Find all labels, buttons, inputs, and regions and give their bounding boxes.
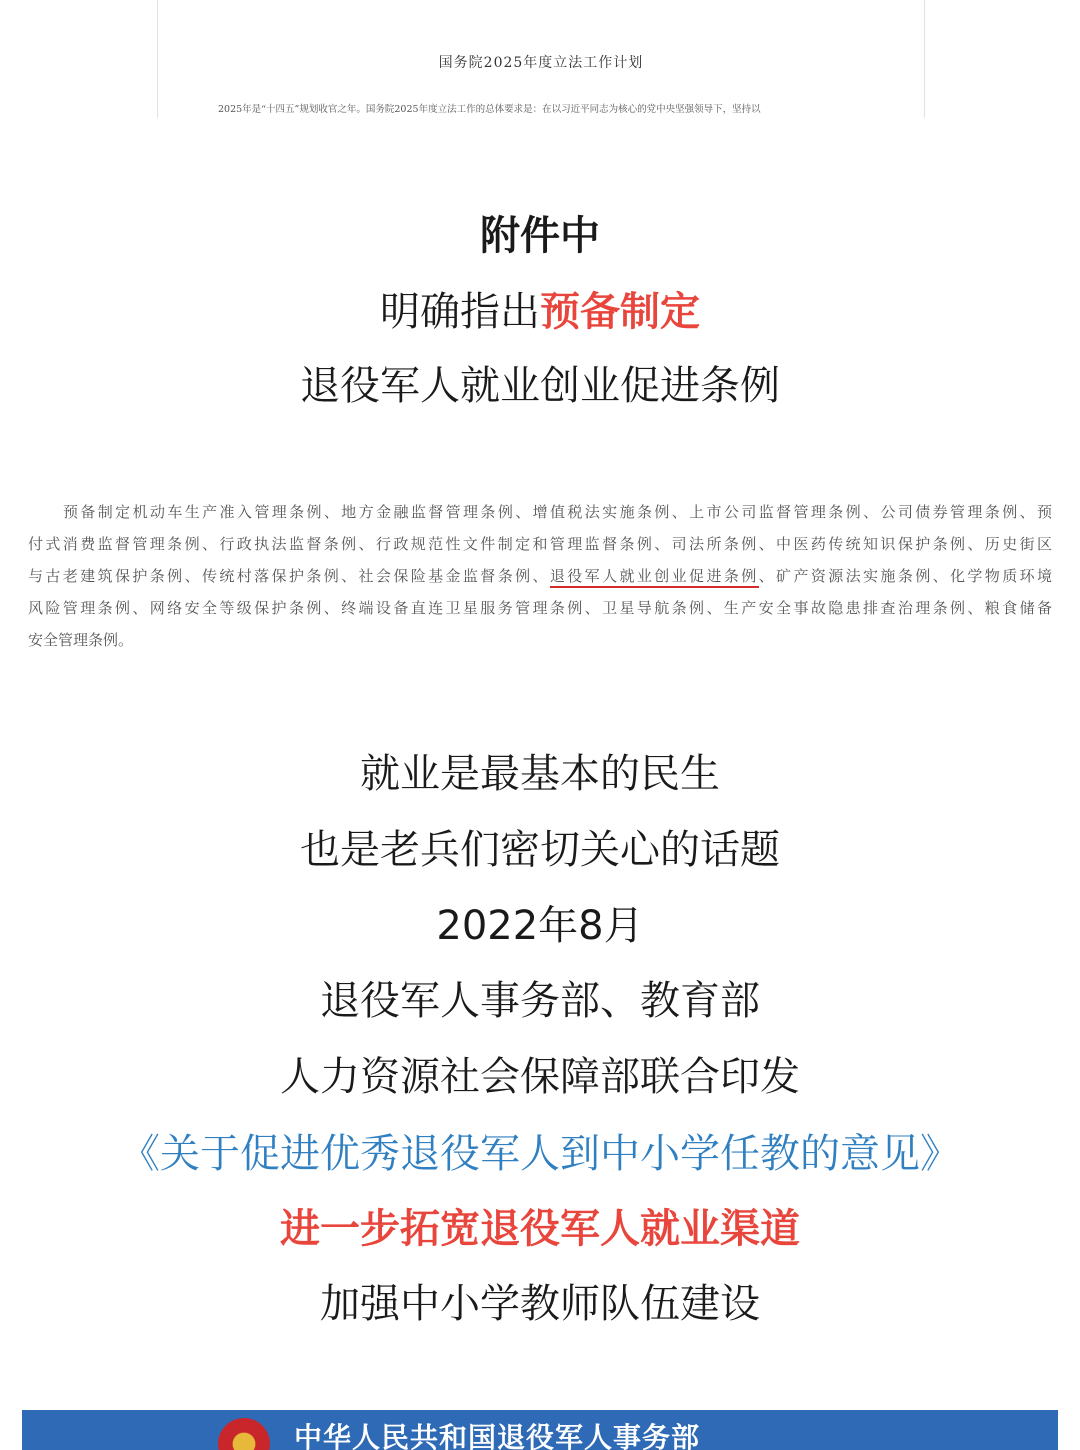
- document-title: 国务院2025年度立法工作计划: [438, 55, 644, 71]
- excerpt-line: [28, 560, 1052, 592]
- paragraph-highlight: 进一步拓宽退役军人就业渠道: [280, 1206, 800, 1252]
- paragraph-line-4: 退役军人事务部、教育部: [320, 978, 760, 1024]
- paragraph-line-1: 就业是最基本的民生: [360, 751, 720, 797]
- excerpt-line: 付式消费监督管理条例、行政执法监督条例、行政规范性文件制定和管理监督条例、司法所条例、中医药传统知识保护条例、历史街区: [28, 535, 1052, 553]
- excerpt-line: 预备制定机动车生产准入管理条例、地方金融监督管理条例、增值税法实施条例、上市公司监督管理条例、公司债券管理条例、预: [63, 503, 1052, 521]
- document-snippet-top: [157, 0, 925, 118]
- excerpt-line-3-pre: 与古老建筑保护条例、传统村落保护条例、社会保险基金监督条例、: [28, 567, 550, 585]
- document-body-text: 2025年是“十四五”规划收官之年。国务院2025年度立法工作的总体要求是：在以习近平同志为核心的党中央坚强领导下，坚持以: [218, 104, 761, 115]
- paragraph-line-5: 人力资源社会保障部联合印发: [280, 1054, 800, 1100]
- policy-document-title: 《关于促进优秀退役军人到中小学任教的意见》: [120, 1131, 960, 1177]
- national-emblem-icon: [218, 1418, 270, 1450]
- headline-line-2-prefix: 明确指出: [380, 289, 540, 335]
- paragraph-line-3: 2022年8月: [436, 903, 644, 949]
- headline-line-2: [0, 288, 1080, 336]
- ministry-banner: [22, 1410, 1058, 1450]
- excerpt-line: 安全管理条例。: [28, 631, 134, 649]
- paragraph-line-2: 也是老兵们密切关心的话题: [300, 827, 780, 873]
- document-excerpt: [28, 496, 1052, 656]
- paragraph-line-8: 加强中小学教师队伍建设: [320, 1281, 760, 1327]
- excerpt-highlight-underlined: 退役军人就业创业促进条例: [550, 567, 759, 588]
- headline-line-1: 附件中: [480, 213, 600, 259]
- excerpt-line: 风险管理条例、网络安全等级保护条例、终端设备直连卫星服务管理条例、卫星导航条例、生产安全事故隐患排查治理条例、粮食储备: [28, 599, 1052, 617]
- headline-highlight: 预备制定: [540, 289, 700, 335]
- headline-line-3: 退役军人就业创业促进条例: [300, 363, 780, 409]
- banner-title: 中华人民共和国退役军人事务部: [294, 1421, 701, 1450]
- excerpt-line-3-post: 、矿产资源法实施条例、化学物质环境: [758, 567, 1052, 585]
